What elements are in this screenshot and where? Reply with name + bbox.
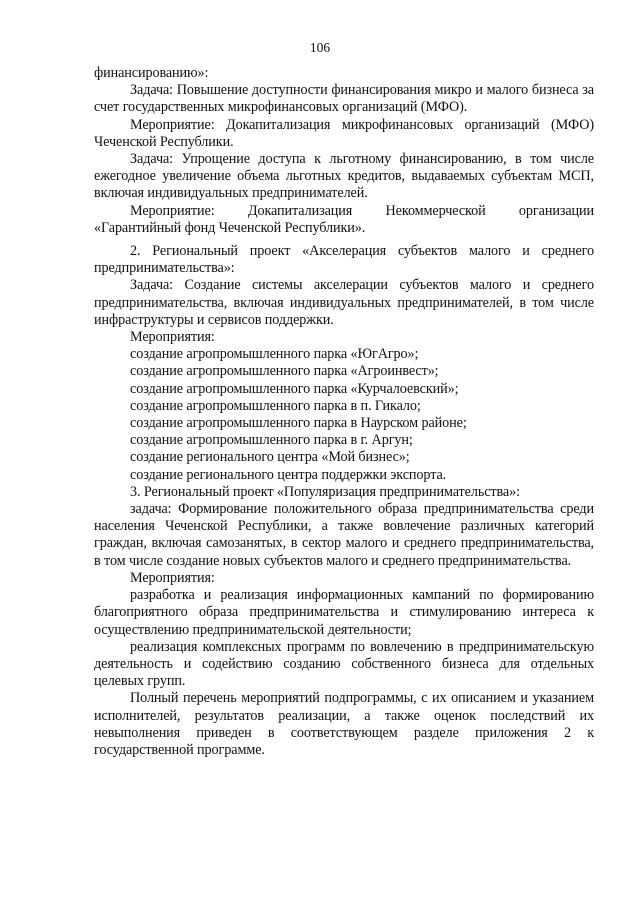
list-item: создание агропромышленного парка в п. Гикало; bbox=[130, 397, 421, 414]
list-item: 3. Региональный проект «Популяризация предпринимательства»: bbox=[130, 483, 520, 500]
paragraph: разработка и реализация информационных кампаний по формированию благоприятного образа предпринимательства и стимулированию интереса к осуществлению предпринимательской деятельности; bbox=[94, 587, 594, 638]
paragraph-continuation: финансированию»: bbox=[94, 65, 209, 81]
list-item: создание агропромышленного парка «Курчалоевский»; bbox=[130, 380, 459, 397]
paragraph: Задача: Создание системы акселерации субъектов малого и среднего предпринимательства, включая индивидуальных предпринимателей, в том числе инфраструктуры и сервисов поддержки. bbox=[94, 277, 594, 328]
page-number: 106 bbox=[309, 40, 331, 55]
list-item: Мероприятия: bbox=[130, 329, 215, 346]
list-item: Мероприятия: bbox=[130, 569, 215, 586]
list-item: создание агропромышленного парка в г. Аргун; bbox=[130, 432, 413, 449]
list-item: создание регионального центра поддержки экспорта. bbox=[130, 466, 447, 483]
list-item: создание агропромышленного парка «Агроинвест»; bbox=[130, 363, 439, 380]
list-item: создание регионального центра «Мой бизнес»; bbox=[130, 449, 410, 466]
paragraph: Мероприятие: Докапитализация микрофинансовых организаций (МФО) Чеченской Республики. bbox=[94, 116, 594, 150]
paragraph: Полный перечень мероприятий подпрограммы, с их описанием и указанием исполнителей, результатов реализации, а также оценок последствий их невыполнения приведен в соответствующем разделе приложения 2 к государственной программе. bbox=[94, 690, 594, 758]
list-item: создание агропромышленного парка «ЮгАгро»; bbox=[130, 346, 419, 363]
paragraph: задача: Формирование положительного образа предпринимательства среди населения Чеченской Республики, а также вовлечение различных категорий граждан, включая самозанятых, в сектор малого и среднего предпринимательства, в том числе создание новых субъектов малого и среднего предпринимательства. bbox=[94, 501, 594, 569]
document-body bbox=[94, 65, 594, 759]
paragraph: Задача: Повышение доступности финансирования микро и малого бизнеса за счет государственных микрофинансовых организаций (МФО). bbox=[94, 82, 594, 116]
paragraph: Мероприятие: Докапитализация Некоммерческой организации «Гарантийный фонд Чеченской Республики». bbox=[94, 202, 594, 236]
paragraph: Задача: Упрощение доступа к льготному финансированию, в том числе ежегодное увеличение объема льготных кредитов, выдаваемых субъектам МСП, включая индивидуальных предпринимателей. bbox=[94, 151, 594, 202]
paragraph: 2. Региональный проект «Акселерация субъектов малого и среднего предпринимательства»: bbox=[94, 243, 594, 277]
list-item: создание агропромышленного парка в Наурском районе; bbox=[130, 415, 467, 432]
paragraph: реализация комплексных программ по вовлечению в предпринимательскую деятельность и содействию созданию собственного бизнеса для отдельных целевых групп. bbox=[94, 638, 594, 690]
